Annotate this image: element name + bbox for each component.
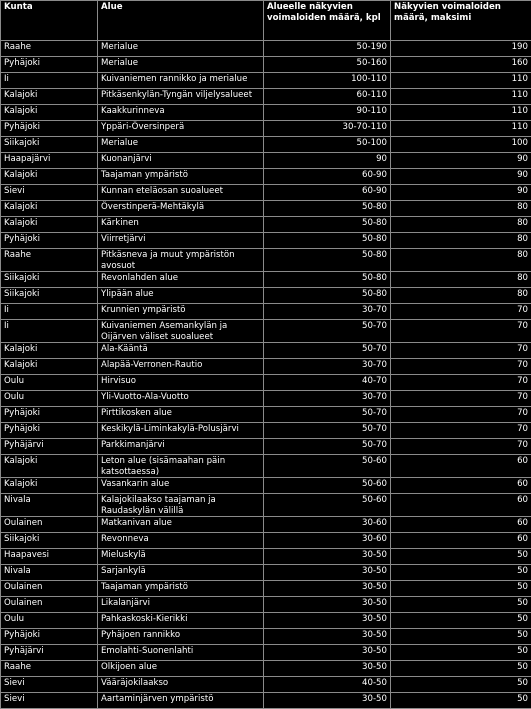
table-row <box>1 57 531 73</box>
table-row <box>1 494 531 517</box>
table-row <box>1 105 531 121</box>
cell-maksimi: 70 <box>391 359 531 375</box>
table-row <box>1 645 531 661</box>
cell-maara: 50-70 <box>264 439 391 455</box>
cell-maksimi: 70 <box>391 391 531 407</box>
cell-alue: Kuivaniemen rannikko ja merialue <box>98 73 264 89</box>
cell-alue: Mieluskylä <box>98 549 264 565</box>
cell-kunta: Kalajoki <box>1 343 98 359</box>
table-row <box>1 549 531 565</box>
cell-maksimi: 90 <box>391 185 531 201</box>
cell-alue: Merialue <box>98 57 264 73</box>
cell-alue: Olkijoen alue <box>98 661 264 677</box>
cell-maksimi: 50 <box>391 677 531 693</box>
table-row <box>1 455 531 478</box>
cell-alue: Överstinperä-Mehtäkylä <box>98 201 264 217</box>
cell-kunta: Kalajoki <box>1 478 98 494</box>
cell-maara: 50-70 <box>264 343 391 359</box>
header-kunta: Kunta <box>1 1 98 41</box>
table-row <box>1 677 531 693</box>
cell-maara: 50-80 <box>264 201 391 217</box>
cell-maara: 30-60 <box>264 517 391 533</box>
cell-maksimi: 60 <box>391 533 531 549</box>
table-row <box>1 233 531 249</box>
cell-alue: Ala-Kääntä <box>98 343 264 359</box>
cell-kunta: Raahe <box>1 249 98 272</box>
cell-alue: Leton alue (sisämaahan päin katsottaessa) <box>98 455 264 478</box>
cell-maksimi: 50 <box>391 581 531 597</box>
cell-maksimi: 160 <box>391 57 531 73</box>
table-row <box>1 89 531 105</box>
cell-kunta: Kalajoki <box>1 89 98 105</box>
cell-kunta: Siikajoki <box>1 533 98 549</box>
cell-kunta: Sievi <box>1 185 98 201</box>
cell-maara: 90 <box>264 153 391 169</box>
cell-kunta: Siikajoki <box>1 288 98 304</box>
cell-maara: 50-100 <box>264 137 391 153</box>
table-row <box>1 423 531 439</box>
cell-kunta: Siikajoki <box>1 272 98 288</box>
cell-maksimi: 80 <box>391 233 531 249</box>
cell-maara: 90-110 <box>264 105 391 121</box>
cell-kunta: Ii <box>1 73 98 89</box>
cell-maara: 30-50 <box>264 565 391 581</box>
cell-maara: 50-80 <box>264 217 391 233</box>
cell-maara: 50-70 <box>264 320 391 343</box>
cell-maksimi: 110 <box>391 121 531 137</box>
cell-alue: Pitkäsneva ja muut ympäristön avosuot <box>98 249 264 272</box>
cell-kunta: Haapajärvi <box>1 153 98 169</box>
table-row <box>1 661 531 677</box>
cell-alue: Krunnien ympäristö <box>98 304 264 320</box>
cell-kunta: Pyhäjoki <box>1 629 98 645</box>
cell-maara: 50-160 <box>264 57 391 73</box>
cell-maksimi: 70 <box>391 375 531 391</box>
cell-maksimi: 70 <box>391 423 531 439</box>
table-row <box>1 304 531 320</box>
cell-maara: 30-50 <box>264 597 391 613</box>
cell-maksimi: 90 <box>391 153 531 169</box>
table-row <box>1 169 531 185</box>
table-row <box>1 272 531 288</box>
cell-maara: 30-70 <box>264 359 391 375</box>
cell-maksimi: 60 <box>391 494 531 517</box>
cell-alue: Vääräjokilaakso <box>98 677 264 693</box>
cell-maara: 100-110 <box>264 73 391 89</box>
table-row <box>1 439 531 455</box>
table-row <box>1 73 531 89</box>
cell-maara: 30-50 <box>264 581 391 597</box>
cell-maara: 50-60 <box>264 455 391 478</box>
cell-kunta: Sievi <box>1 677 98 693</box>
cell-maara: 30-50 <box>264 629 391 645</box>
cell-maara: 60-110 <box>264 89 391 105</box>
cell-maara: 40-50 <box>264 677 391 693</box>
cell-maksimi: 70 <box>391 343 531 359</box>
cell-maara: 30-70 <box>264 391 391 407</box>
cell-alue: Kalajokilaakso taajaman ja Raudaskylän välillä <box>98 494 264 517</box>
table-row <box>1 375 531 391</box>
header-maksimi: Näkyvien voimaloiden määrä, maksimi <box>391 1 531 41</box>
cell-alue: Kunnan eteläosan suoalueet <box>98 185 264 201</box>
cell-maara: 30-50 <box>264 549 391 565</box>
table-row <box>1 391 531 407</box>
table-row <box>1 629 531 645</box>
table-row <box>1 565 531 581</box>
cell-kunta: Oulu <box>1 391 98 407</box>
cell-kunta: Kalajoki <box>1 201 98 217</box>
cell-alue: Yli-Vuotto-Ala-Vuotto <box>98 391 264 407</box>
cell-alue: Kuivaniemen Asemankylän ja Oijärven väliset suoalueet <box>98 320 264 343</box>
cell-kunta: Raahe <box>1 41 98 57</box>
cell-alue: Vasankarin alue <box>98 478 264 494</box>
cell-maara: 30-70 <box>264 304 391 320</box>
cell-maksimi: 70 <box>391 320 531 343</box>
cell-maksimi: 70 <box>391 304 531 320</box>
cell-alue: Merialue <box>98 137 264 153</box>
cell-alue: Aartaminjärven ympäristö <box>98 693 264 709</box>
cell-maksimi: 50 <box>391 613 531 629</box>
cell-alue: Matkanivan alue <box>98 517 264 533</box>
cell-maara: 50-80 <box>264 288 391 304</box>
cell-maara: 30-50 <box>264 645 391 661</box>
cell-alue: Ylipään alue <box>98 288 264 304</box>
cell-maksimi: 100 <box>391 137 531 153</box>
cell-maksimi: 50 <box>391 645 531 661</box>
cell-kunta: Pyhäjärvi <box>1 439 98 455</box>
cell-maara: 60-90 <box>264 169 391 185</box>
cell-alue: Pyhäjoen rannikko <box>98 629 264 645</box>
table-row <box>1 597 531 613</box>
cell-maksimi: 50 <box>391 629 531 645</box>
cell-maksimi: 60 <box>391 517 531 533</box>
cell-alue: Merialue <box>98 41 264 57</box>
table-row <box>1 217 531 233</box>
cell-kunta: Kalajoki <box>1 105 98 121</box>
table-row <box>1 137 531 153</box>
table-row <box>1 359 531 375</box>
cell-alue: Pahkaskoski-Kierikki <box>98 613 264 629</box>
cell-maara: 50-70 <box>264 423 391 439</box>
cell-maksimi: 110 <box>391 73 531 89</box>
cell-kunta: Oulainen <box>1 597 98 613</box>
table-row <box>1 41 531 57</box>
cell-kunta: Pyhäjoki <box>1 233 98 249</box>
header-row <box>1 1 531 41</box>
cell-maksimi: 50 <box>391 565 531 581</box>
cell-kunta: Ii <box>1 304 98 320</box>
header-maara: Alueelle näkyvien voimaloiden määrä, kpl <box>264 1 391 41</box>
cell-maksimi: 50 <box>391 661 531 677</box>
cell-maara: 30-50 <box>264 693 391 709</box>
table-row <box>1 533 531 549</box>
cell-alue: Viirretjärvi <box>98 233 264 249</box>
cell-maara: 50-80 <box>264 272 391 288</box>
table-row <box>1 343 531 359</box>
cell-alue: Hirvisuo <box>98 375 264 391</box>
header-alue: Alue <box>98 1 264 41</box>
table-row <box>1 693 531 709</box>
table-row <box>1 121 531 137</box>
cell-kunta: Ii <box>1 320 98 343</box>
cell-kunta: Pyhäjoki <box>1 407 98 423</box>
cell-maksimi: 190 <box>391 41 531 57</box>
cell-alue: Taajaman ympäristö <box>98 581 264 597</box>
cell-kunta: Sievi <box>1 693 98 709</box>
cell-alue: Kuonanjärvi <box>98 153 264 169</box>
cell-kunta: Nivala <box>1 565 98 581</box>
cell-maara: 30-50 <box>264 661 391 677</box>
cell-kunta: Pyhäjoki <box>1 121 98 137</box>
cell-alue: Keskikylä-Liminkakylä-Polusjärvi <box>98 423 264 439</box>
cell-maksimi: 50 <box>391 597 531 613</box>
cell-alue: Yppäri-Översinperä <box>98 121 264 137</box>
cell-kunta: Oulu <box>1 375 98 391</box>
cell-kunta: Pyhäjoki <box>1 423 98 439</box>
cell-alue: Alapää-Verronen-Rautio <box>98 359 264 375</box>
table-row <box>1 517 531 533</box>
table-row <box>1 478 531 494</box>
cell-alue: Kaakkurinneva <box>98 105 264 121</box>
cell-maksimi: 80 <box>391 272 531 288</box>
cell-alue: Likalanjärvi <box>98 597 264 613</box>
table-row <box>1 581 531 597</box>
table-row <box>1 613 531 629</box>
cell-maksimi: 70 <box>391 439 531 455</box>
cell-maksimi: 70 <box>391 407 531 423</box>
table-row <box>1 153 531 169</box>
cell-maara: 30-50 <box>264 613 391 629</box>
cell-kunta: Oulu <box>1 613 98 629</box>
table-body <box>1 41 531 709</box>
cell-maksimi: 110 <box>391 89 531 105</box>
cell-maara: 50-80 <box>264 249 391 272</box>
cell-maksimi: 50 <box>391 693 531 709</box>
cell-kunta: Pyhäjärvi <box>1 645 98 661</box>
cell-alue: Taajaman ympäristö <box>98 169 264 185</box>
cell-maara: 50-70 <box>264 407 391 423</box>
cell-alue: Kärkinen <box>98 217 264 233</box>
cell-maara: 30-60 <box>264 533 391 549</box>
cell-maksimi: 90 <box>391 169 531 185</box>
cell-kunta: Haapavesi <box>1 549 98 565</box>
cell-maksimi: 60 <box>391 455 531 478</box>
table-row <box>1 249 531 272</box>
table-row <box>1 201 531 217</box>
cell-maara: 60-90 <box>264 185 391 201</box>
cell-maksimi: 60 <box>391 478 531 494</box>
cell-kunta: Siikajoki <box>1 137 98 153</box>
cell-kunta: Raahe <box>1 661 98 677</box>
table-row <box>1 185 531 201</box>
cell-maksimi: 110 <box>391 105 531 121</box>
cell-alue: Pitkäsenkylän-Tyngän viljelysalueet <box>98 89 264 105</box>
cell-maara: 30-70-110 <box>264 121 391 137</box>
cell-maksimi: 50 <box>391 549 531 565</box>
cell-alue: Emolahti-Suonenlahti <box>98 645 264 661</box>
cell-maksimi: 80 <box>391 288 531 304</box>
cell-maara: 50-60 <box>264 494 391 517</box>
cell-alue: Revonneva <box>98 533 264 549</box>
cell-kunta: Nivala <box>1 494 98 517</box>
cell-alue: Revonlahden alue <box>98 272 264 288</box>
cell-maara: 40-70 <box>264 375 391 391</box>
cell-kunta: Kalajoki <box>1 455 98 478</box>
cell-kunta: Pyhäjoki <box>1 57 98 73</box>
cell-maksimi: 80 <box>391 249 531 272</box>
cell-alue: Parkkimanjärvi <box>98 439 264 455</box>
cell-alue: Pirttikosken alue <box>98 407 264 423</box>
cell-maara: 50-60 <box>264 478 391 494</box>
cell-kunta: Oulainen <box>1 581 98 597</box>
cell-kunta: Kalajoki <box>1 169 98 185</box>
cell-maksimi: 80 <box>391 201 531 217</box>
cell-maara: 50-190 <box>264 41 391 57</box>
table-row <box>1 288 531 304</box>
cell-kunta: Kalajoki <box>1 217 98 233</box>
table-row <box>1 320 531 343</box>
cell-alue: Sarjankylä <box>98 565 264 581</box>
cell-kunta: Kalajoki <box>1 359 98 375</box>
cell-maara: 50-80 <box>264 233 391 249</box>
cell-maksimi: 80 <box>391 217 531 233</box>
table-row <box>1 407 531 423</box>
cell-kunta: Oulainen <box>1 517 98 533</box>
